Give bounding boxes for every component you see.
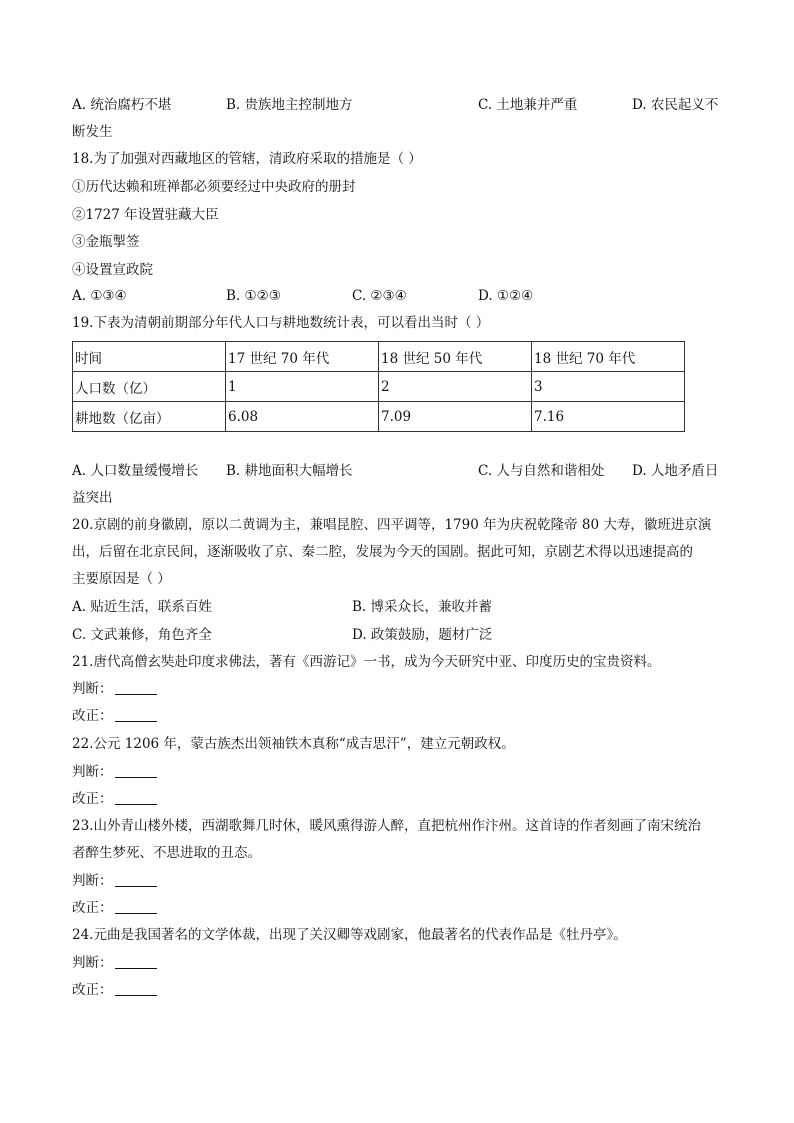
- judge-answer-blank[interactable]: [115, 680, 157, 695]
- judge-label: 判断：: [72, 955, 113, 971]
- table-row: [73, 402, 685, 432]
- judge-label: 判断：: [72, 764, 113, 780]
- q24-correct-row: [72, 980, 157, 1000]
- q19-stem: 19.下表为清朝前期部分年代人口与耕地数统计表，可以看出当时（ ）: [72, 315, 490, 331]
- q17-option-a[interactable]: A. 统治腐朽不堪: [72, 97, 172, 113]
- table-row: [73, 372, 685, 402]
- judge-label: 判断：: [72, 681, 113, 697]
- table-cell: 7.09: [379, 402, 532, 432]
- judge-answer-blank[interactable]: [115, 954, 157, 969]
- correct-answer-blank[interactable]: [115, 790, 157, 805]
- q23-stem-line-1: 23.山外青山楼外楼，西湖歌舞几时休，暖风熏得游人醉，直把杭州作汴州。这首诗的作者刻画了南宋统治: [72, 818, 701, 834]
- correct-answer-blank[interactable]: [115, 707, 157, 722]
- table-cell: 6.08: [226, 402, 379, 432]
- q18-item-2: ②1727 年设置驻藏大臣: [72, 207, 219, 223]
- q19-option-b[interactable]: B. 耕地面积大幅增长: [226, 463, 353, 479]
- correct-answer-blank[interactable]: [115, 899, 157, 914]
- q24-judge-row: [72, 953, 157, 973]
- q19-option-d-continued: 益突出: [72, 490, 113, 506]
- statistics-table: [72, 341, 685, 432]
- correct-label: 改正：: [72, 900, 113, 916]
- q23-correct-row: [72, 898, 157, 918]
- q18-item-4: ④设置宣政院: [72, 262, 153, 278]
- q20-option-c[interactable]: C. 文武兼修，角色齐全: [72, 627, 212, 643]
- q17-option-c[interactable]: C. 土地兼并严重: [478, 97, 578, 113]
- table-header-cell: 18 世纪 50 年代: [379, 342, 532, 372]
- table-cell: 耕地数（亿亩）: [73, 402, 226, 432]
- q22-correct-row: [72, 789, 157, 809]
- q18-stem: 18.为了加强对西藏地区的管辖，清政府采取的措施是（ ）: [72, 151, 422, 167]
- q17-option-d-continued: 断发生: [72, 124, 113, 140]
- judge-label: 判断：: [72, 873, 113, 889]
- table-header-cell: 时间: [73, 342, 226, 372]
- q18-option-d[interactable]: D. ①②④: [478, 288, 534, 304]
- q21-correct-row: [72, 706, 157, 726]
- q20-stem-line-3: 主要原因是（ ）: [72, 571, 171, 587]
- q18-item-3: ③金瓶掣签: [72, 234, 140, 250]
- table-cell: 2: [379, 372, 532, 402]
- q17-option-b[interactable]: B. 贵族地主控制地方: [226, 97, 353, 113]
- q18-option-c[interactable]: C. ②③④: [352, 288, 407, 304]
- q18-option-a[interactable]: A. ①③④: [72, 288, 127, 304]
- q17-option-d[interactable]: D. 农民起义不: [632, 97, 719, 113]
- q21-judge-row: [72, 679, 157, 699]
- q23-judge-row: [72, 871, 157, 891]
- q21-stem: 21.唐代高僧玄奘赴印度求佛法，著有《西游记》一书，成为今天研究中亚、印度历史的宝贵资料。: [72, 654, 661, 670]
- q19-option-d[interactable]: D. 人地矛盾日: [632, 463, 719, 479]
- q19-option-a[interactable]: A. 人口数量缓慢增长: [72, 463, 199, 479]
- q18-item-1: ①历代达赖和班禅都必须要经过中央政府的册封: [72, 179, 356, 195]
- q20-stem-line-2: 出，后留在北京民间，逐渐吸收了京、秦二腔，发展为今天的国剧。据此可知，京剧艺术得以迅速提高的: [72, 544, 693, 560]
- q23-stem-line-2: 者醉生梦死、不思进取的丑态。: [72, 845, 261, 861]
- q18-option-b[interactable]: B. ①②③: [226, 288, 281, 304]
- correct-answer-blank[interactable]: [115, 981, 157, 996]
- correct-label: 改正：: [72, 982, 113, 998]
- table-header-cell: 17 世纪 70 年代: [226, 342, 379, 372]
- correct-label: 改正：: [72, 791, 113, 807]
- q22-stem: 22.公元 1206 年，蒙古族杰出领袖铁木真称“成吉思汗”，建立元朝政权。: [72, 736, 515, 752]
- q24-stem: 24.元曲是我国著名的文学体裁，出现了关汉卿等戏剧家，他最著名的代表作品是《牡丹亭》。: [72, 927, 627, 943]
- q22-judge-row: [72, 762, 157, 782]
- table-cell: 7.16: [532, 402, 685, 432]
- table-cell: 人口数（亿）: [73, 372, 226, 402]
- table-cell: 3: [532, 372, 685, 402]
- judge-answer-blank[interactable]: [115, 763, 157, 778]
- table-header-cell: 18 世纪 70 年代: [532, 342, 685, 372]
- q19-option-c[interactable]: C. 人与自然和谐相处: [478, 463, 605, 479]
- q20-option-d[interactable]: D. 政策鼓励，题材广泛: [352, 627, 493, 643]
- table-header-row: [73, 342, 685, 372]
- q20-stem-line-1: 20.京剧的前身徽剧，原以二黄调为主，兼唱昆腔、四平调等，1790 年为庆祝乾隆帝 80 大寿，徽班进京演: [72, 517, 712, 533]
- q20-option-b[interactable]: B. 博采众长，兼收并蓄: [352, 599, 493, 615]
- judge-answer-blank[interactable]: [115, 872, 157, 887]
- q20-option-a[interactable]: A. 贴近生活，联系百姓: [72, 599, 212, 615]
- correct-label: 改正：: [72, 708, 113, 724]
- table-cell: 1: [226, 372, 379, 402]
